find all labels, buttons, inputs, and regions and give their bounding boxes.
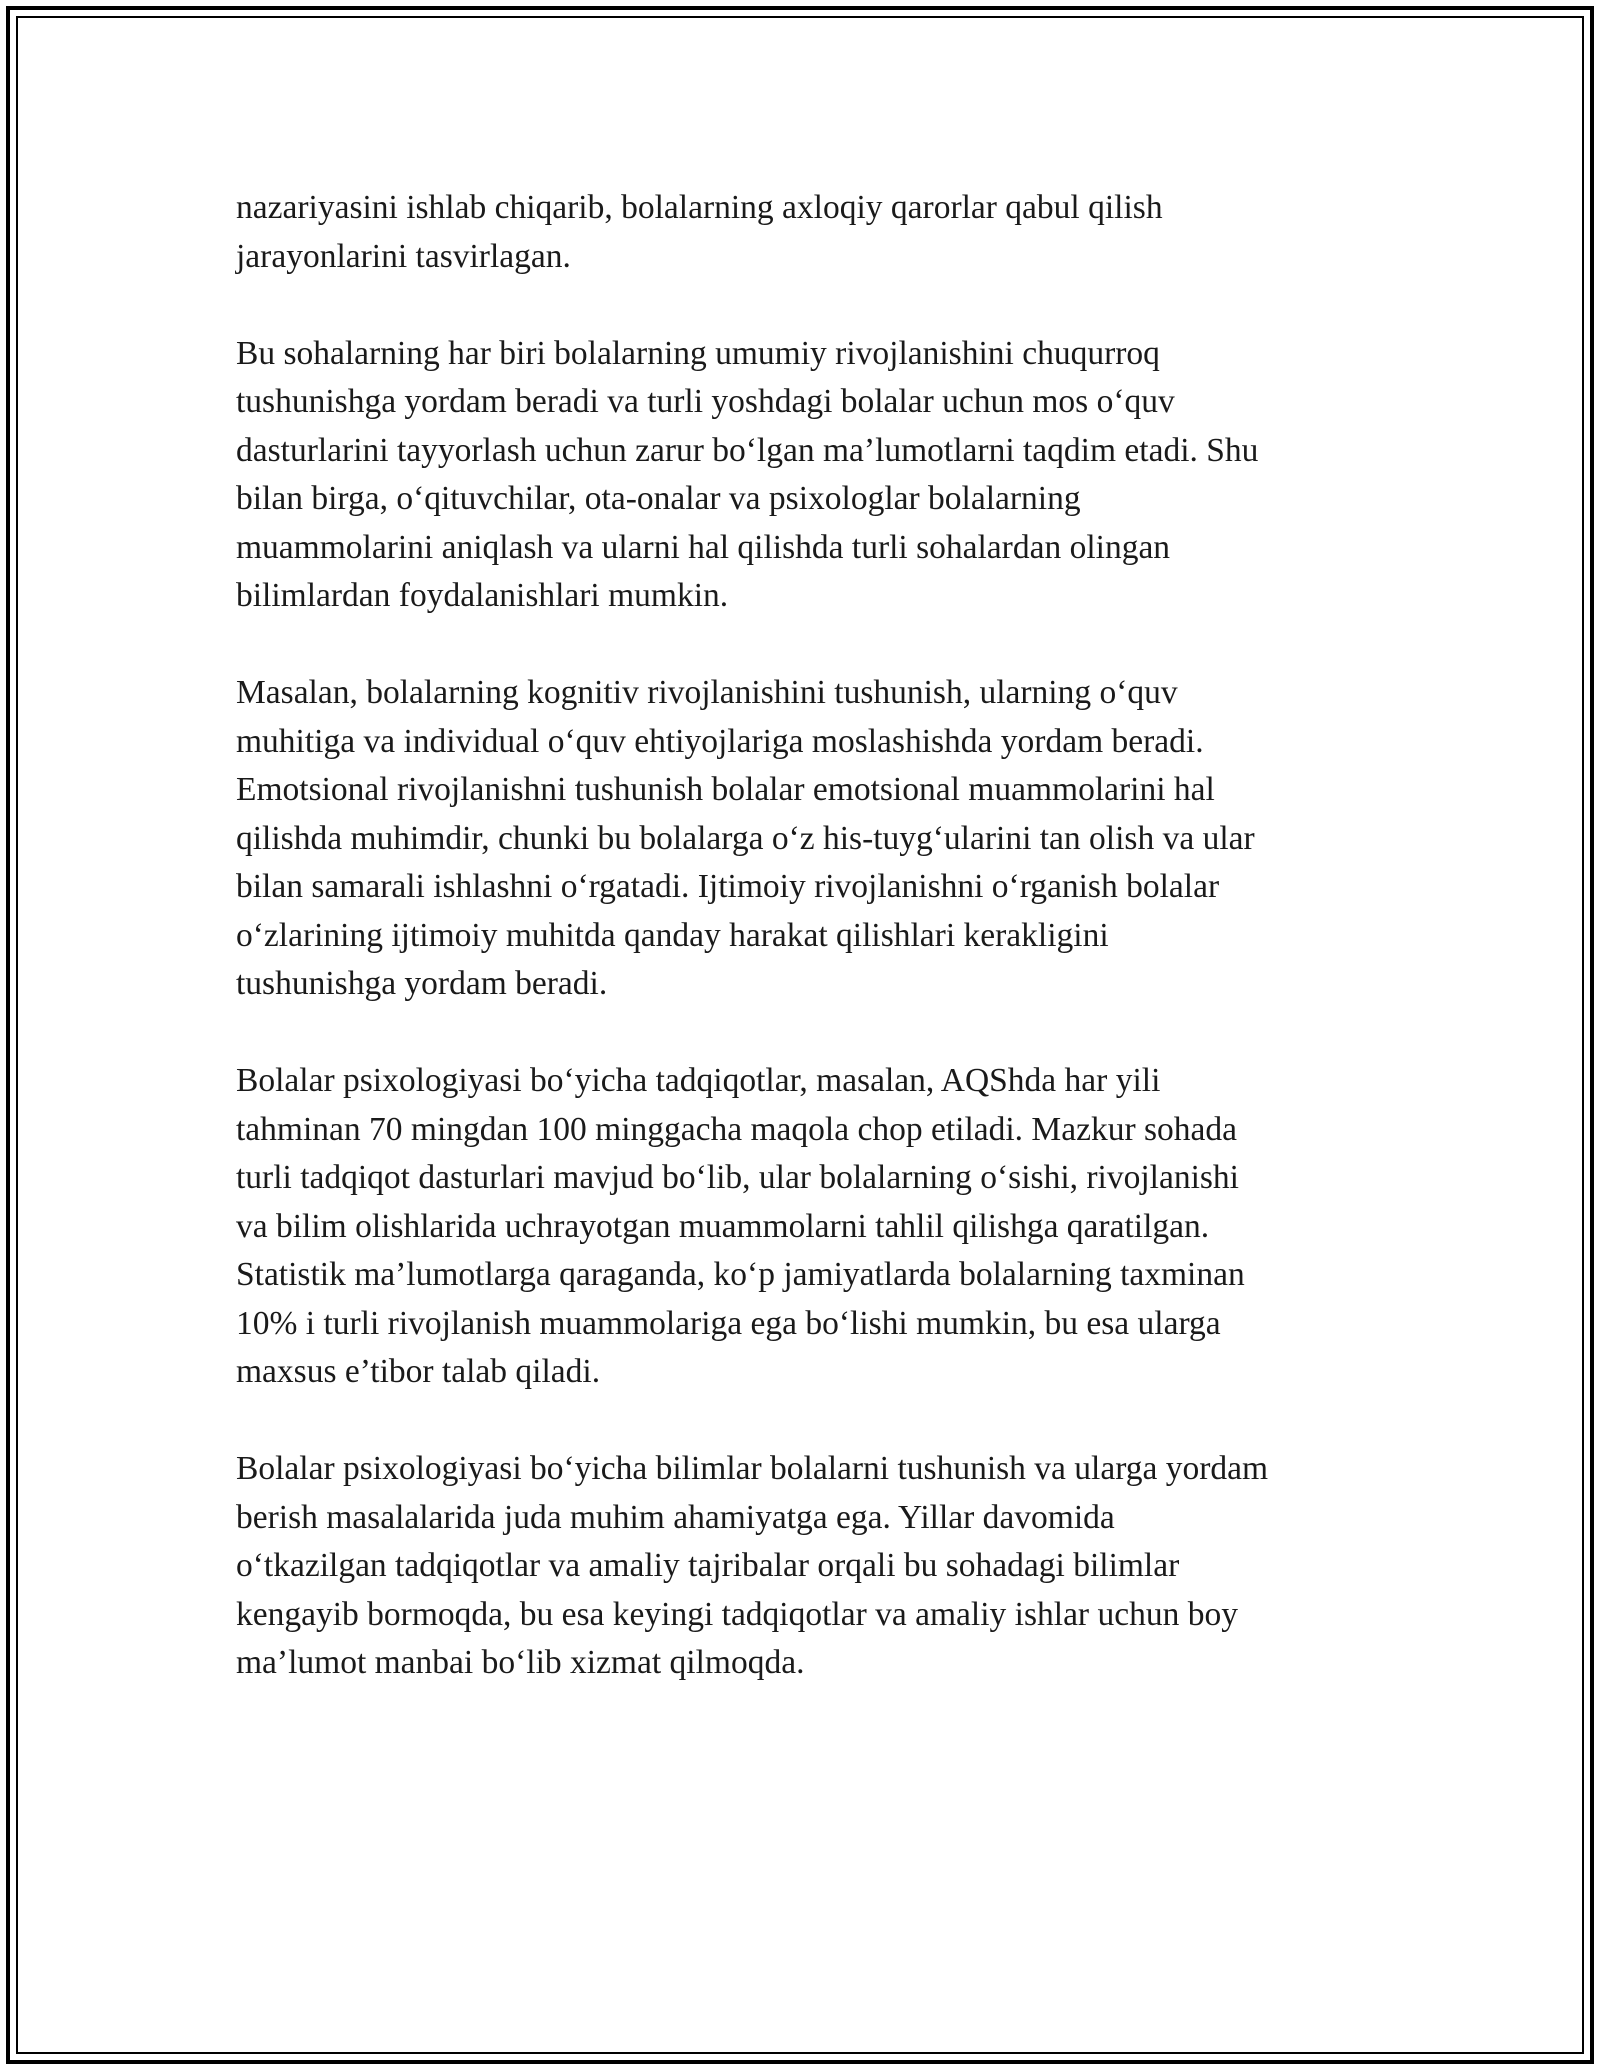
document-body [236, 184, 1416, 1736]
paragraph-3: Masalan, bolalarning kognitiv rivojlanishini tushunish, ularning o‘quv muhitiga va individual o‘quv ehtiyojlariga moslashishda yordam beradi. Emotsional rivojlanishni tushunish bolalar emotsional muammolarini hal qilishda muhimdir, chunki bu bolalarga o‘z his-tuyg‘ularini tan olish va ular bilan samarali ishlashni o‘rgatadi. Ijtimoiy rivojlanishni o‘rganish bolalar o‘zlarining ijtimoiy muhitda qanday harakat qilishlari kerakligini tushunishga yordam beradi. [236, 674, 1255, 1002]
paragraph-2: Bu sohalarning har biri bolalarning umumiy rivojlanishini chuqurroq tushunishga yordam beradi va turli yoshdagi bolalar uchun mos o‘quv dasturlarini tayyorlash uchun zarur bo‘lgan ma’lumotlarni taqdim etadi. Shu bilan birga, o‘qituvchilar, ota-onalar va psixologlar bolalarning muammolarini aniqlash va ularni hal qilishda turli sohalardan olingan bilimlardan foydalanishlari mumkin. [236, 334, 1259, 614]
paragraph-1: nazariyasini ishlab chiqarib, bolalarning axloqiy qarorlar qabul qilish jarayonlarini tasvirlagan. [236, 189, 1163, 275]
paragraph-4: Bolalar psixologiyasi bo‘yicha tadqiqotlar, masalan, AQShda har yili tahminan 70 mingdan 100 minggacha maqola chop etiladi. Mazkur sohada turli tadqiqot dasturlari mavjud bo‘lib, ular bolalarning o‘sishi, rivojlanishi va bilim olishlarida uchrayotgan muammolarni tahlil qilishga qaratilgan. Statistik ma’lumotlarga qaraganda, ko‘p jamiyatlarda bolalarning taxminan 10% i turli rivojlanish muammolariga ega bo‘lishi mumkin, bu esa ularga maxsus e’tibor talab qiladi. [236, 1062, 1245, 1390]
paragraph-5: Bolalar psixologiyasi bo‘yicha bilimlar bolalarni tushunish va ularga yordam berish masalalarida juda muhim ahamiyatga ega. Yillar davomida o‘tkazilgan tadqiqotlar va amaliy tajribalar orqali bu sohadagi bilimlar kengayib bormoqda, bu esa keyingi tadqiqotlar va amaliy ishlar uchun boy ma’lumot manbai bo‘lib xizmat qilmoqda. [236, 1450, 1269, 1681]
